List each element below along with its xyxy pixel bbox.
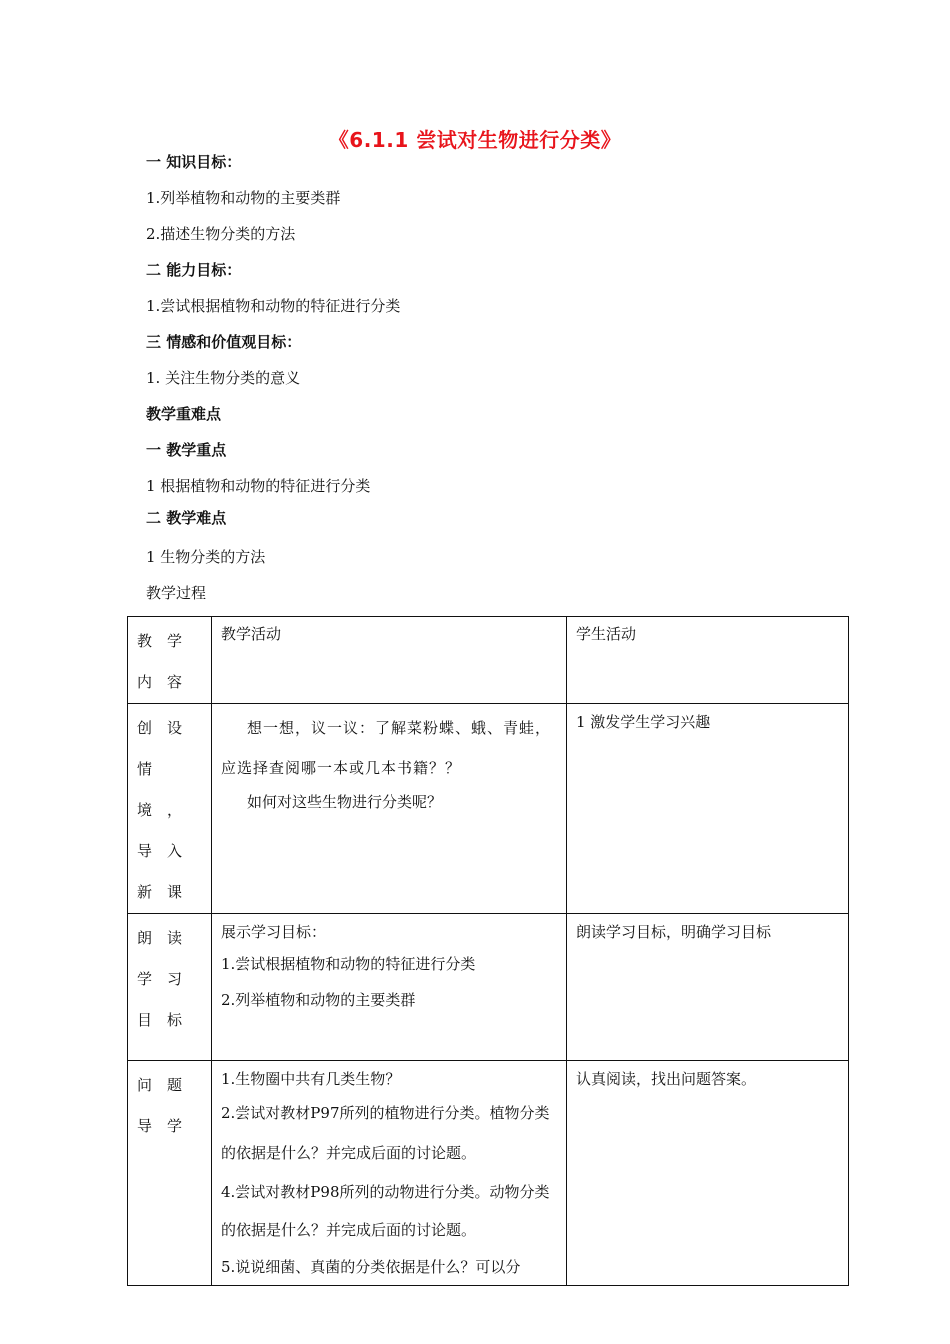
table-row — [128, 704, 849, 914]
teaching-difficulty-heading: 二 教学难点 — [146, 509, 227, 527]
row-content: 朗读学习目标 — [128, 914, 212, 1061]
header-content: 教学内容 — [128, 617, 212, 704]
teacher-activity-line: 1.尝试根据植物和动物的特征进行分类 — [221, 955, 476, 973]
teacher-activity-line: 想一想，议一议：了解菜粉蝶、蛾、青蛙，应选择查阅哪一本或几本书籍？？ — [221, 719, 552, 777]
table-header-row — [128, 617, 849, 704]
row-student-activity — [567, 704, 849, 914]
header-student-activity — [567, 617, 849, 704]
student-activity-text: 朗读学习目标，明确学习目标 — [576, 923, 772, 941]
row-teacher-activity — [212, 704, 567, 914]
header-teacher-activity — [212, 617, 567, 704]
knowledge-goals-heading: 一 知识目标： — [146, 153, 242, 171]
ability-goals-heading: 二 能力目标： — [146, 261, 242, 279]
teaching-process-heading: 教学过程 — [146, 584, 207, 602]
header-student-label: 学生活动 — [576, 625, 637, 643]
teacher-activity-line: 4.尝试对教材P98所列的动物进行分类。动物分类的依据是什么？并完成后面的讨论题。 — [221, 1183, 550, 1239]
student-activity-text: 认真阅读，找出问题答案。 — [576, 1070, 757, 1088]
teaching-key-heading: 一 教学重点 — [146, 441, 227, 459]
teaching-key-1: 1 根据植物和动物的特征进行分类 — [146, 477, 371, 495]
document-title: 《6.1.1 尝试对生物进行分类》 — [328, 128, 622, 152]
emotion-goal-1: 1. 关注生物分类的意义 — [146, 369, 301, 387]
teaching-difficulty-1: 1 生物分类的方法 — [146, 548, 266, 566]
teacher-activity-line: 5.说说细菌、真菌的分类依据是什么？可以分 — [221, 1258, 521, 1276]
emotion-goals-heading: 三 情感和价值观目标： — [146, 333, 302, 351]
row-content: 创设情境，导入新课 — [128, 704, 212, 914]
teacher-activity-line: 1.生物圈中共有几类生物？ — [221, 1070, 401, 1088]
teacher-activity-line: 2.尝试对教材P97所列的植物进行分类。植物分类的依据是什么？并完成后面的讨论题。 — [221, 1104, 550, 1162]
row-teacher-activity — [212, 1061, 567, 1286]
row-teacher-activity — [212, 914, 567, 1061]
knowledge-goal-2: 2.描述生物分类的方法 — [146, 225, 296, 243]
row-student-activity — [567, 1061, 849, 1286]
teacher-activity-line: 如何对这些生物进行分类呢？ — [247, 793, 443, 811]
row-content: 问题导学 — [128, 1061, 212, 1286]
student-activity-text: 1 激发学生学习兴趣 — [576, 713, 711, 731]
header-teacher-label: 教学活动 — [221, 625, 282, 643]
table-row — [128, 914, 849, 1061]
row-student-activity — [567, 914, 849, 1061]
key-difficult-points-heading: 教学重难点 — [146, 405, 222, 423]
teacher-activity-line: 展示学习目标： — [221, 923, 327, 941]
knowledge-goal-1: 1.列举植物和动物的主要类群 — [146, 189, 341, 207]
teacher-activity-line: 2.列举植物和动物的主要类群 — [221, 991, 416, 1009]
teaching-process-table — [127, 616, 849, 1286]
ability-goal-1: 1.尝试根据植物和动物的特征进行分类 — [146, 297, 401, 315]
table-row — [128, 1061, 849, 1286]
